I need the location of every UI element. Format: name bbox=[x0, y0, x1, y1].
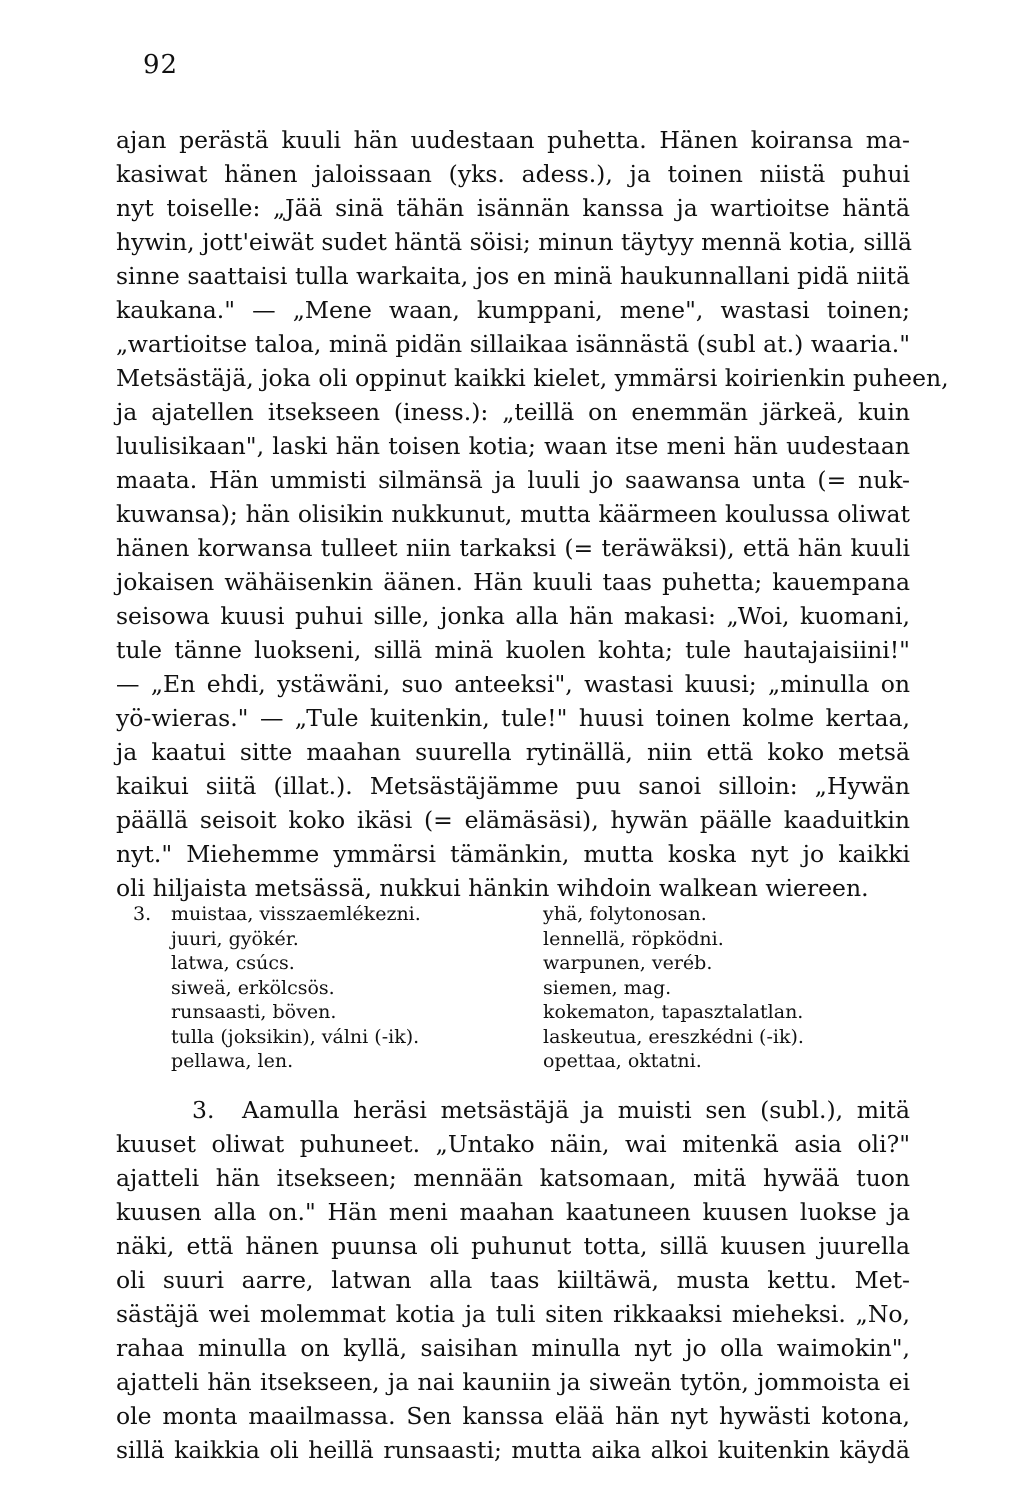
text-line: kuusen alla on." Hän meni maahan kaatuneen kuusen luokse ja bbox=[116, 1198, 910, 1226]
text-line: kaikui siitä (illat.). Metsästäjämme puu sanoi silloin: „Hywän bbox=[116, 772, 910, 800]
text-line: tule tänne luokseni, sillä minä kuolen kohta; tule hautajaisiini!" bbox=[116, 636, 910, 664]
vocab-number: 3. bbox=[133, 903, 152, 925]
text-line: ajan perästä kuuli hän uudestaan puhetta. Hänen koiransa ma- bbox=[116, 126, 910, 154]
text-line: oli suuri aarre, latwan alla taas kiiltäwä, musta kettu. Met- bbox=[116, 1266, 910, 1294]
vocabulary-right-column bbox=[543, 902, 804, 1074]
vocab-entry: yhä, folytonosan. bbox=[543, 903, 707, 925]
vocab-entry: warpunen, veréb. bbox=[543, 952, 713, 974]
text-line: sästäjä wei molemmat kotia ja tuli siten rikkaaksi mieheksi. „No, bbox=[116, 1300, 910, 1328]
text-line: ja kaatui sitte maahan suurella rytinällä, niin että koko metsä bbox=[116, 738, 910, 766]
vocab-entry: lennellä, röpködni. bbox=[543, 927, 724, 950]
vocab-entry: pellawa, len. bbox=[171, 1050, 294, 1072]
text-line: Metsästäjä, joka oli oppinut kaikki kielet, ymmärsi koirienkin puheen, bbox=[116, 364, 949, 392]
text-line: Aamulla heräsi metsästäjä ja muisti sen (subl.), mitä bbox=[242, 1096, 910, 1124]
text-line: luulisikaan", laski hän toisen kotia; waan itse meni hän uudestaan bbox=[116, 432, 910, 460]
text-line: „wartioitse taloa, minä pidän sillaikaa isännästä (subl at.) waaria." bbox=[116, 330, 910, 358]
vocab-entry: siemen, mag. bbox=[543, 976, 672, 999]
text-line: rahaa minulla on kyllä, saisihan minulla nyt jo olla waimokin", bbox=[116, 1334, 910, 1362]
section-number: 3. bbox=[192, 1096, 215, 1124]
text-line: ole monta maailmassa. Sen kanssa elää hän nyt hywästi kotona, bbox=[116, 1402, 910, 1430]
vocab-entry: latwa, csúcs. bbox=[171, 952, 295, 974]
vocabulary-left-column bbox=[133, 902, 421, 1074]
vocab-entry: laskeutua, ereszkédni (-ik). bbox=[543, 1025, 804, 1048]
text-line: näki, että hänen puunsa oli puhunut totta, sillä kuusen juurella bbox=[116, 1232, 910, 1260]
vocab-entry: siweä, erkölcsös. bbox=[171, 976, 335, 999]
text-line: yö-wieras." — „Tule kuitenkin, tule!" huusi toinen kolme kertaa, bbox=[116, 704, 910, 732]
vocab-entry: juuri, gyökér. bbox=[171, 927, 299, 950]
text-line: nyt." Miehemme ymmärsi tämänkin, mutta koska nyt jo kaikki bbox=[116, 840, 910, 868]
text-line: kuwansa); hän olisikin nukkunut, mutta käärmeen koulussa oliwat bbox=[116, 500, 910, 528]
text-line: seisowa kuusi puhui sille, jonka alla hän makasi: „Woi, kuomani, bbox=[116, 602, 910, 630]
vocab-entry: runsaasti, böven. bbox=[171, 1001, 337, 1023]
vocab-entry: opettaa, oktatni. bbox=[543, 1050, 702, 1072]
text-line: jokaisen wähäisenkin äänen. Hän kuuli taas puhetta; kauempana bbox=[116, 568, 910, 596]
text-line: — „En ehdi, ystäwäni, suo anteeksi", wastasi kuusi; „minulla on bbox=[116, 670, 910, 698]
text-line: kaukana." — „Mene waan, kumppani, mene", wastasi toinen; bbox=[116, 296, 910, 324]
vocab-entry: kokematon, tapasztalatlan. bbox=[543, 1001, 804, 1023]
text-line: hänen korwansa tulleet niin tarkaksi (= teräwäksi), että hän kuuli bbox=[116, 534, 910, 562]
text-line: sinne saattaisi tulla warkaita, jos en minä haukunnallani pidä niitä bbox=[116, 262, 910, 290]
text-line: ajatteli hän itsekseen; mennään katsomaan, mitä hywää tuon bbox=[116, 1164, 910, 1192]
text-line: ja ajatellen itsekseen (iness.): „teillä on enemmän järkeä, kuin bbox=[116, 398, 910, 426]
vocab-entry: muistaa, visszaemlékezni. bbox=[171, 903, 421, 925]
text-line: hywin, jott'eiwät sudet häntä söisi; minun täytyy mennä kotia, sillä bbox=[116, 228, 913, 256]
vocab-entry: tulla (joksikin), válni (-ik). bbox=[171, 1025, 420, 1048]
text-line: nyt toiselle: „Jää sinä tähän isännän kanssa ja wartioitse häntä bbox=[116, 194, 910, 222]
text-line: kasiwat hänen jaloissaan (yks. adess.), ja toinen niistä puhui bbox=[116, 160, 910, 188]
text-line: sillä kaikkia oli heillä runsaasti; mutta aika alkoi kuitenkin käydä bbox=[116, 1436, 910, 1464]
text-line: oli hiljaista metsässä, nukkui hänkin wihdoin walkean wiereen. bbox=[116, 874, 869, 902]
text-line: ajatteli hän itsekseen, ja nai kauniin ja siweän tytön, jommoista ei bbox=[116, 1368, 910, 1396]
text-line: päällä seisoit koko ikäsi (= elämäsäsi), hywän päälle kaaduitkin bbox=[116, 806, 910, 834]
text-line: kuuset oliwat puhuneet. „Untako näin, wai mitenkä asia oli?" bbox=[116, 1130, 910, 1158]
text-line: maata. Hän ummisti silmänsä ja luuli jo saawansa unta (= nuk- bbox=[116, 466, 910, 494]
page-number: 92 bbox=[143, 50, 179, 80]
